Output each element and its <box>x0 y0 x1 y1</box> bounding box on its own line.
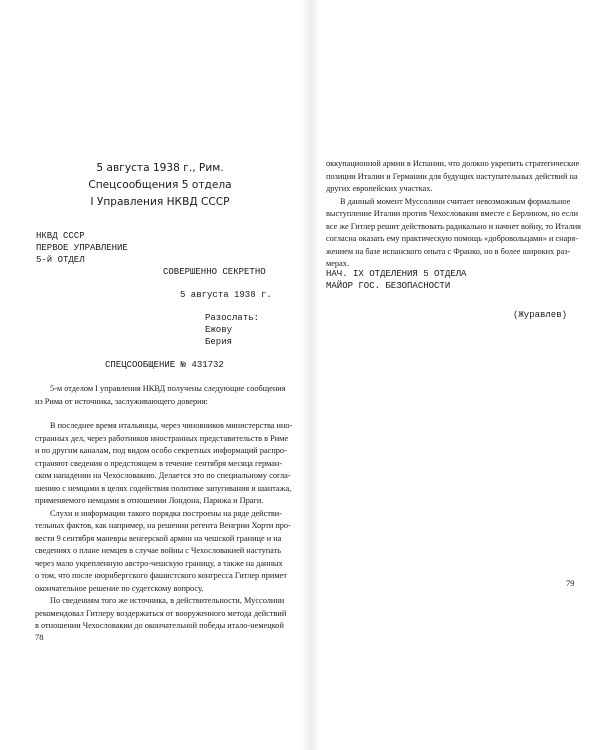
body-line: жением на базе испанского опыта с Франко, но в более широких раз- <box>326 246 571 256</box>
body-line: оккупационной армии в Испании, что должно укрепить стратегические <box>326 159 580 168</box>
body-line: согласна оказать ему практическую помощь «добровольцами» и снаря- <box>326 234 578 243</box>
body-line: вести 9 сентября маневры венгерской армии на чешской границе и на <box>35 533 282 543</box>
signature-name: (Журавлев) <box>513 310 568 320</box>
body-line: ском нападении на Чехословакию. Делается это по специальному согла- <box>35 471 291 480</box>
classification-stamp: СОВЕРШЕННО СЕКРЕТНО <box>163 267 266 277</box>
recipient-2: Берия <box>205 337 233 347</box>
body-line: в отношении Чехословакии до окончательной победы итало-немецкой <box>35 621 284 630</box>
document-heading <box>50 160 270 211</box>
document-date: 5 августа 1938 г. <box>180 290 272 300</box>
body-line: применяемого немцами в отношении Лондона, Парижа и Праги. <box>35 496 264 505</box>
recipient-1: Ежову <box>205 325 233 335</box>
org-line-3: 5-й ОТДЕЛ <box>36 255 85 265</box>
body-line: и по другим каналам, под видом особо секретных информаций распро- <box>35 446 287 455</box>
body-line: В последнее время итальянцы, через чиновников министерства ино- <box>50 421 293 430</box>
body-line: Слухи и информации такого порядка построены на ряде действи- <box>50 508 283 518</box>
body-line: через мало укрепленную австро-чешскую границу, а также на данных <box>35 558 283 568</box>
body-line: рекомендовал Гитлеру воздержаться от вооруженного метода действий <box>35 608 287 618</box>
page-number-left: 78 <box>35 632 44 642</box>
heading-line-1: 5 августа 1938 г., Рим. Спецсообщения 5 отдела <box>88 162 232 191</box>
signature-line-1: НАЧ. IX ОТДЕЛЕНИЯ 5 ОТДЕЛА <box>326 269 467 279</box>
org-line-2: ПЕРВОЕ УПРАВЛЕНИЕ <box>36 243 128 253</box>
body-line: позиции Италии и Германии для будущих наступательных действий на <box>326 171 578 181</box>
body-line: окончательное решение по судетскому вопросу. <box>35 583 204 593</box>
body-line: мерах. <box>326 259 349 268</box>
message-title: СПЕЦСООБЩЕНИЕ № 431732 <box>105 360 224 370</box>
body-line: тельных фактов, как например, на решении регента Венгрии Хорти про- <box>35 521 291 530</box>
heading-line-2: I Управления НКВД СССР <box>90 196 230 208</box>
body-line: сведениях о плане немцев в случае войны с Чехословакией наступать <box>35 546 282 555</box>
distribute-label: Разослать: <box>205 313 260 323</box>
body-line: страняют сведения о предстоящем в течение сентября месяца герман- <box>35 458 283 468</box>
body-line: из Рима от источника, заслуживающего доверия: <box>35 396 208 406</box>
body-line: других европейских участках. <box>326 184 433 193</box>
body-line: шению с немцами в целях содействия политике запугивания и шантажа, <box>35 483 292 493</box>
body-line: 5-м отделом I управления НКВД получены следующие сообщения <box>50 384 286 393</box>
page-number-right: 79 <box>566 578 575 588</box>
right-page <box>310 0 600 750</box>
body-line: странных дел, через работников иностранных представительств в Риме <box>35 433 289 443</box>
body-line: В данный момент Муссолини считает невозможным формальное <box>340 196 571 206</box>
signature-line-2: МАЙОР ГОС. БЕЗОПАСНОСТИ <box>326 281 451 291</box>
body-line: выступление Италии против Чехословакии вместе с Берлином, но если <box>326 209 579 218</box>
org-line-1: НКВД СССР <box>36 231 85 241</box>
body-line: По сведениям того же источника, в действительности, Муссолини <box>50 596 285 605</box>
body-line: все же Гитлер решит действовать радикально и начнет войну, то Италия <box>326 221 581 231</box>
body-line: о том, что после нюрнбергского фашистского конгресса Гитлер примет <box>35 571 287 580</box>
